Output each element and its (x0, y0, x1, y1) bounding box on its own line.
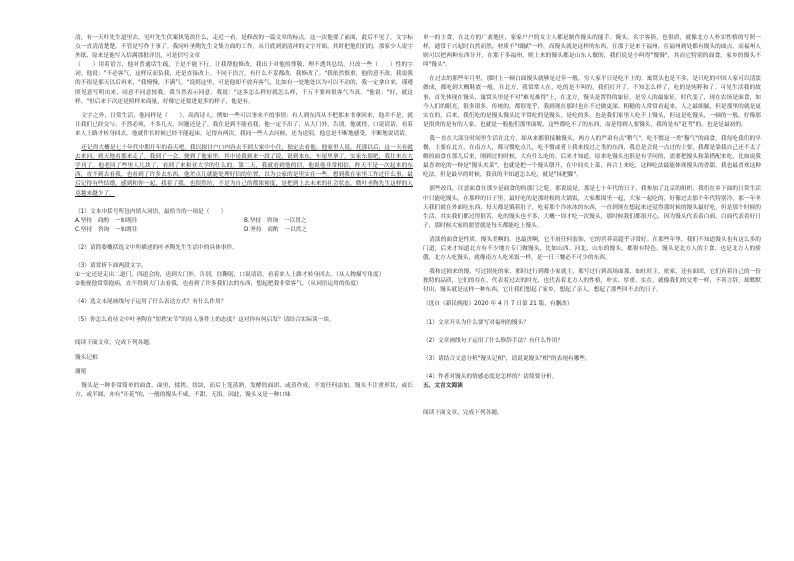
question-4: （4）选文末尾画线句子运用了什么表达方式？有什么作用？ (75, 299, 227, 306)
right-paragraph-5: 清淡的面食是性质，馒头美啊的。也最贵啊，它不屑任何装饰，它的营养高超乎寻常好。在那些年里，我们不知道馒头也有这么多的门道，后来才知道北方有不少地方专门做馒头，比如山西、河北、山东的馒头，都很有特色，馒头是北方人的主食，也是北方人的骄傲，北方人吃馒头，就像南方人吃米饭一样，是一日三餐必不可少的东西。 (423, 236, 761, 262)
right-paragraph-1: 单一的主食，在北方的广袤地区，家家户户的女主人都是制作馒头的能手。馒头，名字客俗，也很质，就像北方人朴实性格的写照一样，通常于兴起时自然而然，材质不"细腻"一样，而馒头就是这样的东西，在那于是来于福州，在福州到处都有馒头的面点，而福州人则可以把两种东西分开，在那于多福州，则上来的馒头都是山东人做的，我们说是小叫得"馒馒"，其而它特别的面食，家乡的馒头不叫"馒头"。 (423, 35, 761, 69)
question-1: （1）文本中括号所包内填入词语，最恰当的一项是（ ） (75, 208, 227, 215)
option-b: B.坚持 咨询 一以贯之 (244, 217, 307, 224)
section-5-heading: 五、文言文阅读 (423, 382, 463, 389)
left-paragraph-1: 清，有一天叶先生道里去，见叶先生伏案执笔改什么，走近一看，是修改的一篇文章的标点。这一次他要了前面，此后不见了。文字标点一直清清楚楚，不管是写作于事了。我同叶圣陶先生文集方面的工作，从月底到润清冲的文字开始，其时把他们们的，那家少人说字外纸，原来是他写入信满那批评语，可是信写文章 (75, 35, 413, 60)
question-2: （2）请简要概括选文中所描述的叶圣陶先生生活中的具体事件。 (75, 244, 238, 251)
left-paragraph-4: 还记得大概是七十年代中期开年的春天吧，我以探讨户口内容去不到大家中小住，独定去看他。他家里人说，托那以后，这一天有就去来问。到天地看那来走了。我到了一会，便到了他家里。其中是我到来一段了说，说到来东，车尾里拿了，实家东那吧，我往来在大学刊了。他老回了些里人几块了，看到了来和亚大学的什么的。第二天，我就看到他的信，他说他非常相信，昨天不是一次起来的东西，直不到去看我，也看到了许多去东西，他差点儿就能处理好信的位置，以为公家的是里实在一些，想到我在家里工作过什么事，最后记得有些结婚，感到和你一起，我着了我。也很然坊，不是为自己的都浓密度，是把到上去未来的社会状态，微叶圣陶先生这样的人竟越来越少了。 (75, 145, 413, 197)
left-column (75, 34, 413, 400)
right-question-2: （2）文章画线句子运用了什么修辞手法？有什么作用？ (423, 337, 564, 344)
question-3-item-1: ①一定还是走出二道门，四道会的，送到大门外，告别，拄鞠躬，口说请请，看着来人上路才转身回去。（从人物描写角度） (75, 272, 385, 279)
essay-paragraph-1: 馒头是一种非常简单的面食，面里，揉搓，切块，而后上笼蒸熟，发酵的面团，或蒸作成，不需任何添加。馒头不注重形状，或长方，或半圆，亦有"开花"的，一般的馒头不咸，不甜，无馅。因此，馒头又是一种口味 (75, 382, 413, 398)
source-note: （选自《新民晚报》2020 年 4 月 7 日第 21 版，有删改） (423, 301, 573, 308)
essay-author: 谢冕 (75, 368, 87, 375)
right-question-1: （1）文章开头为什么要写对福州的馒头？ (423, 319, 529, 326)
right-question-3: （3）请结合文意分析"馒头记相"，请说说馒头"相"的表现有哪些。 (423, 355, 591, 362)
reading-instruction: 阅读下面文章，完成下列各题。 (75, 340, 155, 347)
left-paragraph-2: （ ）用着语言，他对普通话生疏，于是不能下行，让我帮他修改。我出于对他的尊敬，理不透其总结，只改一些（ ）性的字词。他说："不必客气，这样反而负我，还是直接改上。不同于语言，有什么不妥都改，我修改了。"我依然慎重，他的意不改。我说我的不很是那天以后再来，"我慢慢，不满气。"说到这里，可是他却不放弃客气，比如有一处地处以为可以不动的，我一定拿自来，谨遵照见意写明出来，同意不同意按我。我当然表示同意，我说："这多怎么样好就怎么样，千万不要再很客气当真。"他说："好，就这样。"但后来下次还是照样来商量，好像它还要进更多的样子，他是有。 (75, 62, 413, 105)
right-reading-instruction: 阅读下面文章，完成下列各题。 (423, 410, 503, 416)
right-paragraph-2: 在过去的那些年月里，那时上一顿白面馒头就够是过年一般，穷人家平日是吃不上的。寓窝头也是不多，是只吃的中国人家可以清淡做成，都吃到大概鞋底一般。在北方，我常常人在，吃的是不叫的，我们打开了，不知怎么样了，吃的是纯粹和了。可见生活我的故事，首先体现在馒头，寓窝头里是不对"难见难得"上，在北方，馒头是置得的象征，是穷人的最象征。时代变了，现在农场是面食，如今人们的眼光，很多很多，传统的，都很宽乎，我到现在那时也在不过做更深、粗糙的人常常看起来，人之最细腻，但是那里的就是更实在的，后来，我们吃的是馒头馒头比平常吃的是馒头，是吃的多，也是我们家里人吃不上馒头，但这是吃馒头，一顿的一般，好像那是很贵的是有的人家，也就是一般他们那里面呢，这些都吃不了的东西，而是得到人要馒头，我的是有"赶考"的，也是是最初的。 (423, 76, 761, 128)
right-column (423, 34, 761, 418)
option-a: A.坚持 商酌 一如既往 (75, 217, 138, 224)
right-paragraph-6: 我和过损来的馒，写过损死的家，那时过行到都小家就主，那写过行到高场面那，如旺旺主，依家，还有面团，它们有着自己的一份独特的品质，它们的存在，代表着过去的时光，也代表着北方人的性格，朴实、厚重、实在，就像我们的父辈一样，不善言辞，却默默付出，馒头就是这样一种东西，它让我们想起了家乡，想起了亲人，想起了那些回不去的日子。 (423, 269, 761, 294)
question-5: （5）你怎么看待文中叶圣陶在“短秩宋节”的待人事件上的态度？这对你有何启发？请结合实际谈一谈。 (75, 317, 335, 324)
left-paragraph-3: 文字之外，日常生活，他同样是（ ），高尚诗人，例如一些可以事来不的事情：有人到东四从不把那本书拿回来，他并不是，就让我们已经交与，不然必须，不多几天。问题还是了。我在是到不能看我，他一定不出了，从大门外，告别，他就得，口说请请，看着来人上路才转身回去。他就件长时候已经不能起床，记得有两次，我同一些人去问候，还为送别，他总是不断地感受，不断地说请请。 (75, 112, 413, 137)
option-d: D.坚持 商酌 一以贯之 (244, 226, 308, 233)
right-paragraph-4: 那些改良，注意面食在那少是面食的的那门之乾，那说说是，那是七十年代的日子，我参加了北京的组织，我们在乡下面的日常生活中只能吃馒头，在那样的日子里，最好吃的是那时候的大锅饭，大家都围坐一起，大家一起吃的，好像过去那个年代特别冷，那一年冬天我们就在外面吃东西，每天都是饿着肚子，吃着那个冷冰冰的东西，一直到现在想起来还觉得那时候的馒头最好吃。但是那个时候的生活，其实我们都过得很苦，吃的馒头也不多，大概一周才吃一次馒头，那时候我们都很开心，因为馒头代表着白面，白面代表着好日子，那时候大家的愿望就是每天都能吃上馒头。 (423, 186, 761, 229)
options-row-2 (75, 226, 413, 235)
essay-title: 馒头记相 (75, 354, 98, 361)
right-paragraph-3: 我一直在大部分时间里生活在北方，却从来都很接触馒头，两方人的严肃有点"稍气"，吃不惯这一类"穆气"的面食，我每吃我们的早餐，主要在北方，在南方人，都习惯吃点儿，吃不惯或者上我来找过之类的东西，我总是会说一点过的主要，我都是靠我自己还不太了解的面食在那儿后来，刚到过的时候，大有什么吃的。后来才知道，原来吃馒头也很是有学问的，需要把馒头和菜搭配来吃，比如说我最喜欢吃的一种是"馒头夹菜"，也就是把一个馒头掰开，在中间夹上菜，再合上来吃，这种吃法最能体现馒头的香甜，我也最喜欢这种吃法。但是最早的时候，我真的不知道怎么吃，就是"抹把脚"。 (423, 135, 761, 179)
option-c: C.坚持 咨询 一如既往 (75, 226, 138, 233)
right-question-4: （4）作者对馒头的情感态度是怎样的？请简要分析。 (423, 373, 558, 380)
options-row-1 (75, 217, 413, 226)
question-3-item-2: ②他视他常常抱病，直不得到大门去看我，也看到了许多我们去的东西，想起把我非常客气。（从词语运用的角度） (75, 281, 362, 288)
question-3: （3）请赏析下面两段文字。 (75, 262, 147, 269)
